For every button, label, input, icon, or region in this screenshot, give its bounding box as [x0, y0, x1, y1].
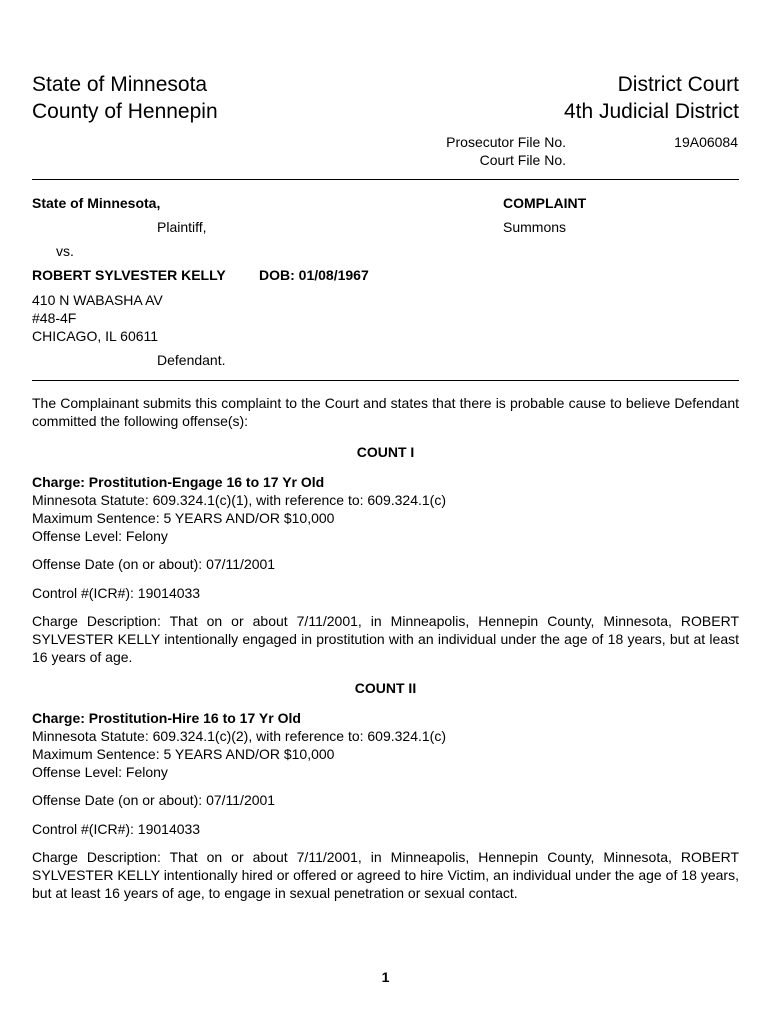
top-divider [32, 179, 739, 180]
offense-level-line: Offense Level: Felony [32, 528, 168, 544]
charge-description: Charge Description: That on or about 7/11/2001, in Minneapolis, Hennepin County, Minnesota, ROBERT SYLVESTER KELLY intentionally engaged in prostitution with an individual under the age of 18 years, but at least 16 years of age. [32, 613, 739, 665]
count-details [32, 473, 446, 545]
defendant-role: Defendant. [157, 352, 226, 368]
count-heading: COUNT II [354, 680, 417, 696]
document-type: COMPLAINT [503, 195, 587, 211]
prosecutor-file-label: Prosecutor File No. [446, 134, 566, 150]
statute-line: Minnesota Statute: 609.324.1(c)(2), with reference to: 609.324.1(c) [32, 728, 447, 744]
offense-date-line: Offense Date (on or about): 07/11/2001 [32, 556, 276, 572]
caption-divider [32, 380, 739, 381]
defendant-name: ROBERT SYLVESTER KELLY [32, 267, 226, 283]
defendant-dob: DOB: 01/08/1967 [259, 267, 369, 283]
plaintiff-role: Plaintiff, [157, 219, 207, 235]
max-sentence-line: Maximum Sentence: 5 YEARS AND/OR $10,000 [32, 746, 335, 762]
control-number-line: Control #(ICR#): 19014033 [32, 821, 201, 837]
address-line-2: #48-4F [32, 310, 77, 326]
address-line-3: CHICAGO, IL 60611 [32, 328, 159, 344]
charge-description: Charge Description: That on or about 7/11/2001, in Minneapolis, Hennepin County, Minnesota, ROBERT SYLVESTER KELLY intentionally hired or offered or agreed to hire Victim, an individual under the age of 18 years, but at least 16 years of age, to engage in sexual penetration or sexual contact. [32, 849, 739, 901]
state-heading: State of Minnesota [32, 73, 208, 96]
offense-date-line: Offense Date (on or about): 07/11/2001 [32, 792, 276, 808]
address-line-1: 410 N WABASHA AV [32, 292, 163, 308]
plaintiff-name: State of Minnesota, [32, 195, 161, 211]
count-details [32, 709, 446, 781]
court-file-label: Court File No. [479, 152, 566, 168]
district-heading: 4th Judicial District [563, 100, 739, 123]
statute-line: Minnesota Statute: 609.324.1(c)(1), with reference to: 609.324.1(c) [32, 492, 447, 508]
document-subtype: Summons [503, 219, 567, 235]
county-heading: County of Hennepin [32, 100, 218, 123]
intro-paragraph: The Complainant submits this complaint to the Court and states that there is probable cause to believe Defendant committed the following offense(s): [32, 395, 739, 429]
max-sentence-line: Maximum Sentence: 5 YEARS AND/OR $10,000 [32, 510, 335, 526]
charge-title: Charge: Prostitution-Hire 16 to 17 Yr Old [32, 710, 301, 726]
charge-title: Charge: Prostitution-Engage 16 to 17 Yr Old [32, 474, 325, 490]
count-heading: COUNT I [356, 444, 415, 460]
court-heading: District Court [617, 73, 739, 96]
page-number: 1 [381, 969, 390, 985]
versus-label: vs. [56, 243, 74, 259]
offense-level-line: Offense Level: Felony [32, 764, 168, 780]
prosecutor-file-number: 19A06084 [674, 134, 738, 150]
control-number-line: Control #(ICR#): 19014033 [32, 585, 201, 601]
